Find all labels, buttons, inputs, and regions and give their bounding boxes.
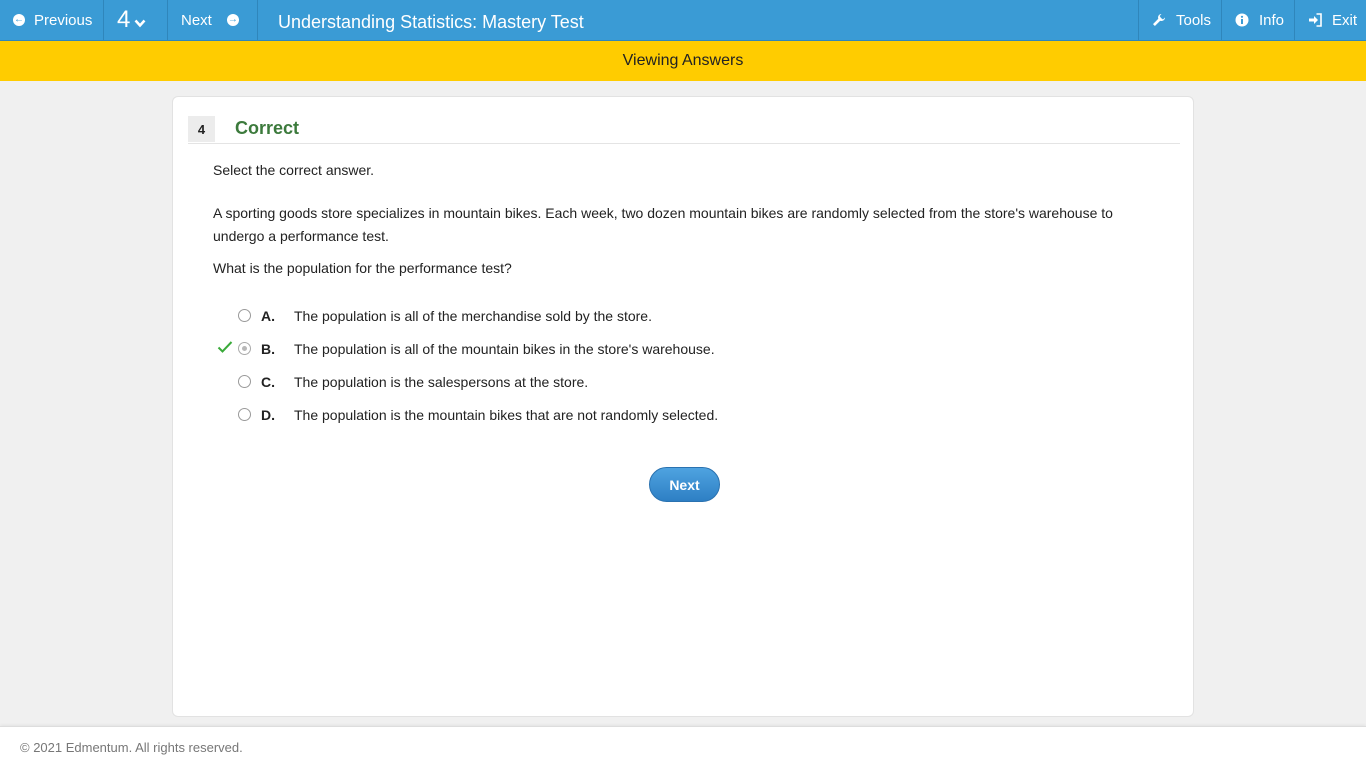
info-label: Info	[1259, 11, 1285, 29]
choice-a-letter: A.	[261, 308, 275, 324]
previous-button[interactable]	[0, 0, 104, 40]
exit-label: Exit	[1332, 11, 1358, 29]
question-number: 4	[117, 6, 131, 33]
choice-d[interactable]	[213, 406, 813, 426]
choice-d-text: The population is the mountain bikes that are not randomly selected.	[294, 407, 719, 423]
arrow-left-circle-icon: ←	[14, 14, 24, 25]
question-stem: A sporting goods store specializes in mountain bikes. Each week, two dozen mountain bikes are randomly selected from the store's warehouse to undergo a performance test.	[213, 205, 1113, 244]
wrench-icon	[1152, 13, 1166, 27]
choice-b-radio[interactable]	[238, 342, 251, 355]
viewing-answers-banner	[0, 41, 1366, 81]
exit-button[interactable]	[1294, 0, 1366, 40]
next-button[interactable]: Next	[649, 467, 720, 502]
choice-a-radio[interactable]	[238, 309, 251, 322]
answer-status: Correct	[235, 118, 300, 138]
choice-b[interactable]	[213, 340, 813, 360]
question-prompt: What is the population for the performance test?	[213, 260, 512, 276]
arrow-right-circle-icon: →	[227, 14, 238, 25]
next-nav-button[interactable]	[168, 0, 258, 40]
question-header	[188, 114, 1180, 144]
choice-b-text: The population is all of the mountain bikes in the store's warehouse.	[294, 341, 715, 357]
info-button[interactable]	[1221, 0, 1294, 40]
page-title: Understanding Statistics: Mastery Test	[278, 12, 584, 32]
choice-d-radio[interactable]	[238, 408, 251, 421]
question-selector[interactable]	[104, 0, 168, 40]
choice-c-text: The population is the salespersons at the store.	[294, 374, 589, 390]
tools-label: Tools	[1176, 11, 1212, 29]
choice-c-letter: C.	[261, 374, 275, 390]
copyright-text: © 2021 Edmentum. All rights reserved.	[20, 740, 243, 755]
question-card	[172, 96, 1194, 717]
choice-a-text: The population is all of the merchandise sold by the store.	[294, 308, 652, 324]
choice-c[interactable]	[213, 373, 813, 393]
question-instruction: Select the correct answer.	[213, 162, 375, 178]
info-circle-icon	[1235, 13, 1249, 27]
next-nav-label: Next	[181, 11, 212, 29]
choice-c-radio[interactable]	[238, 375, 251, 388]
banner-text: Viewing Answers	[622, 52, 744, 69]
choice-a[interactable]	[213, 307, 813, 327]
chevron-down-icon	[134, 15, 146, 32]
top-navigation-bar	[0, 0, 1366, 41]
sign-in-icon	[1308, 13, 1322, 27]
tools-button[interactable]	[1138, 0, 1221, 40]
footer	[0, 726, 1366, 768]
previous-label: Previous	[34, 11, 93, 29]
choice-b-letter: B.	[261, 341, 275, 357]
question-number-badge: 4	[188, 116, 215, 142]
checkmark-icon	[217, 340, 233, 356]
choice-d-letter: D.	[261, 407, 275, 423]
